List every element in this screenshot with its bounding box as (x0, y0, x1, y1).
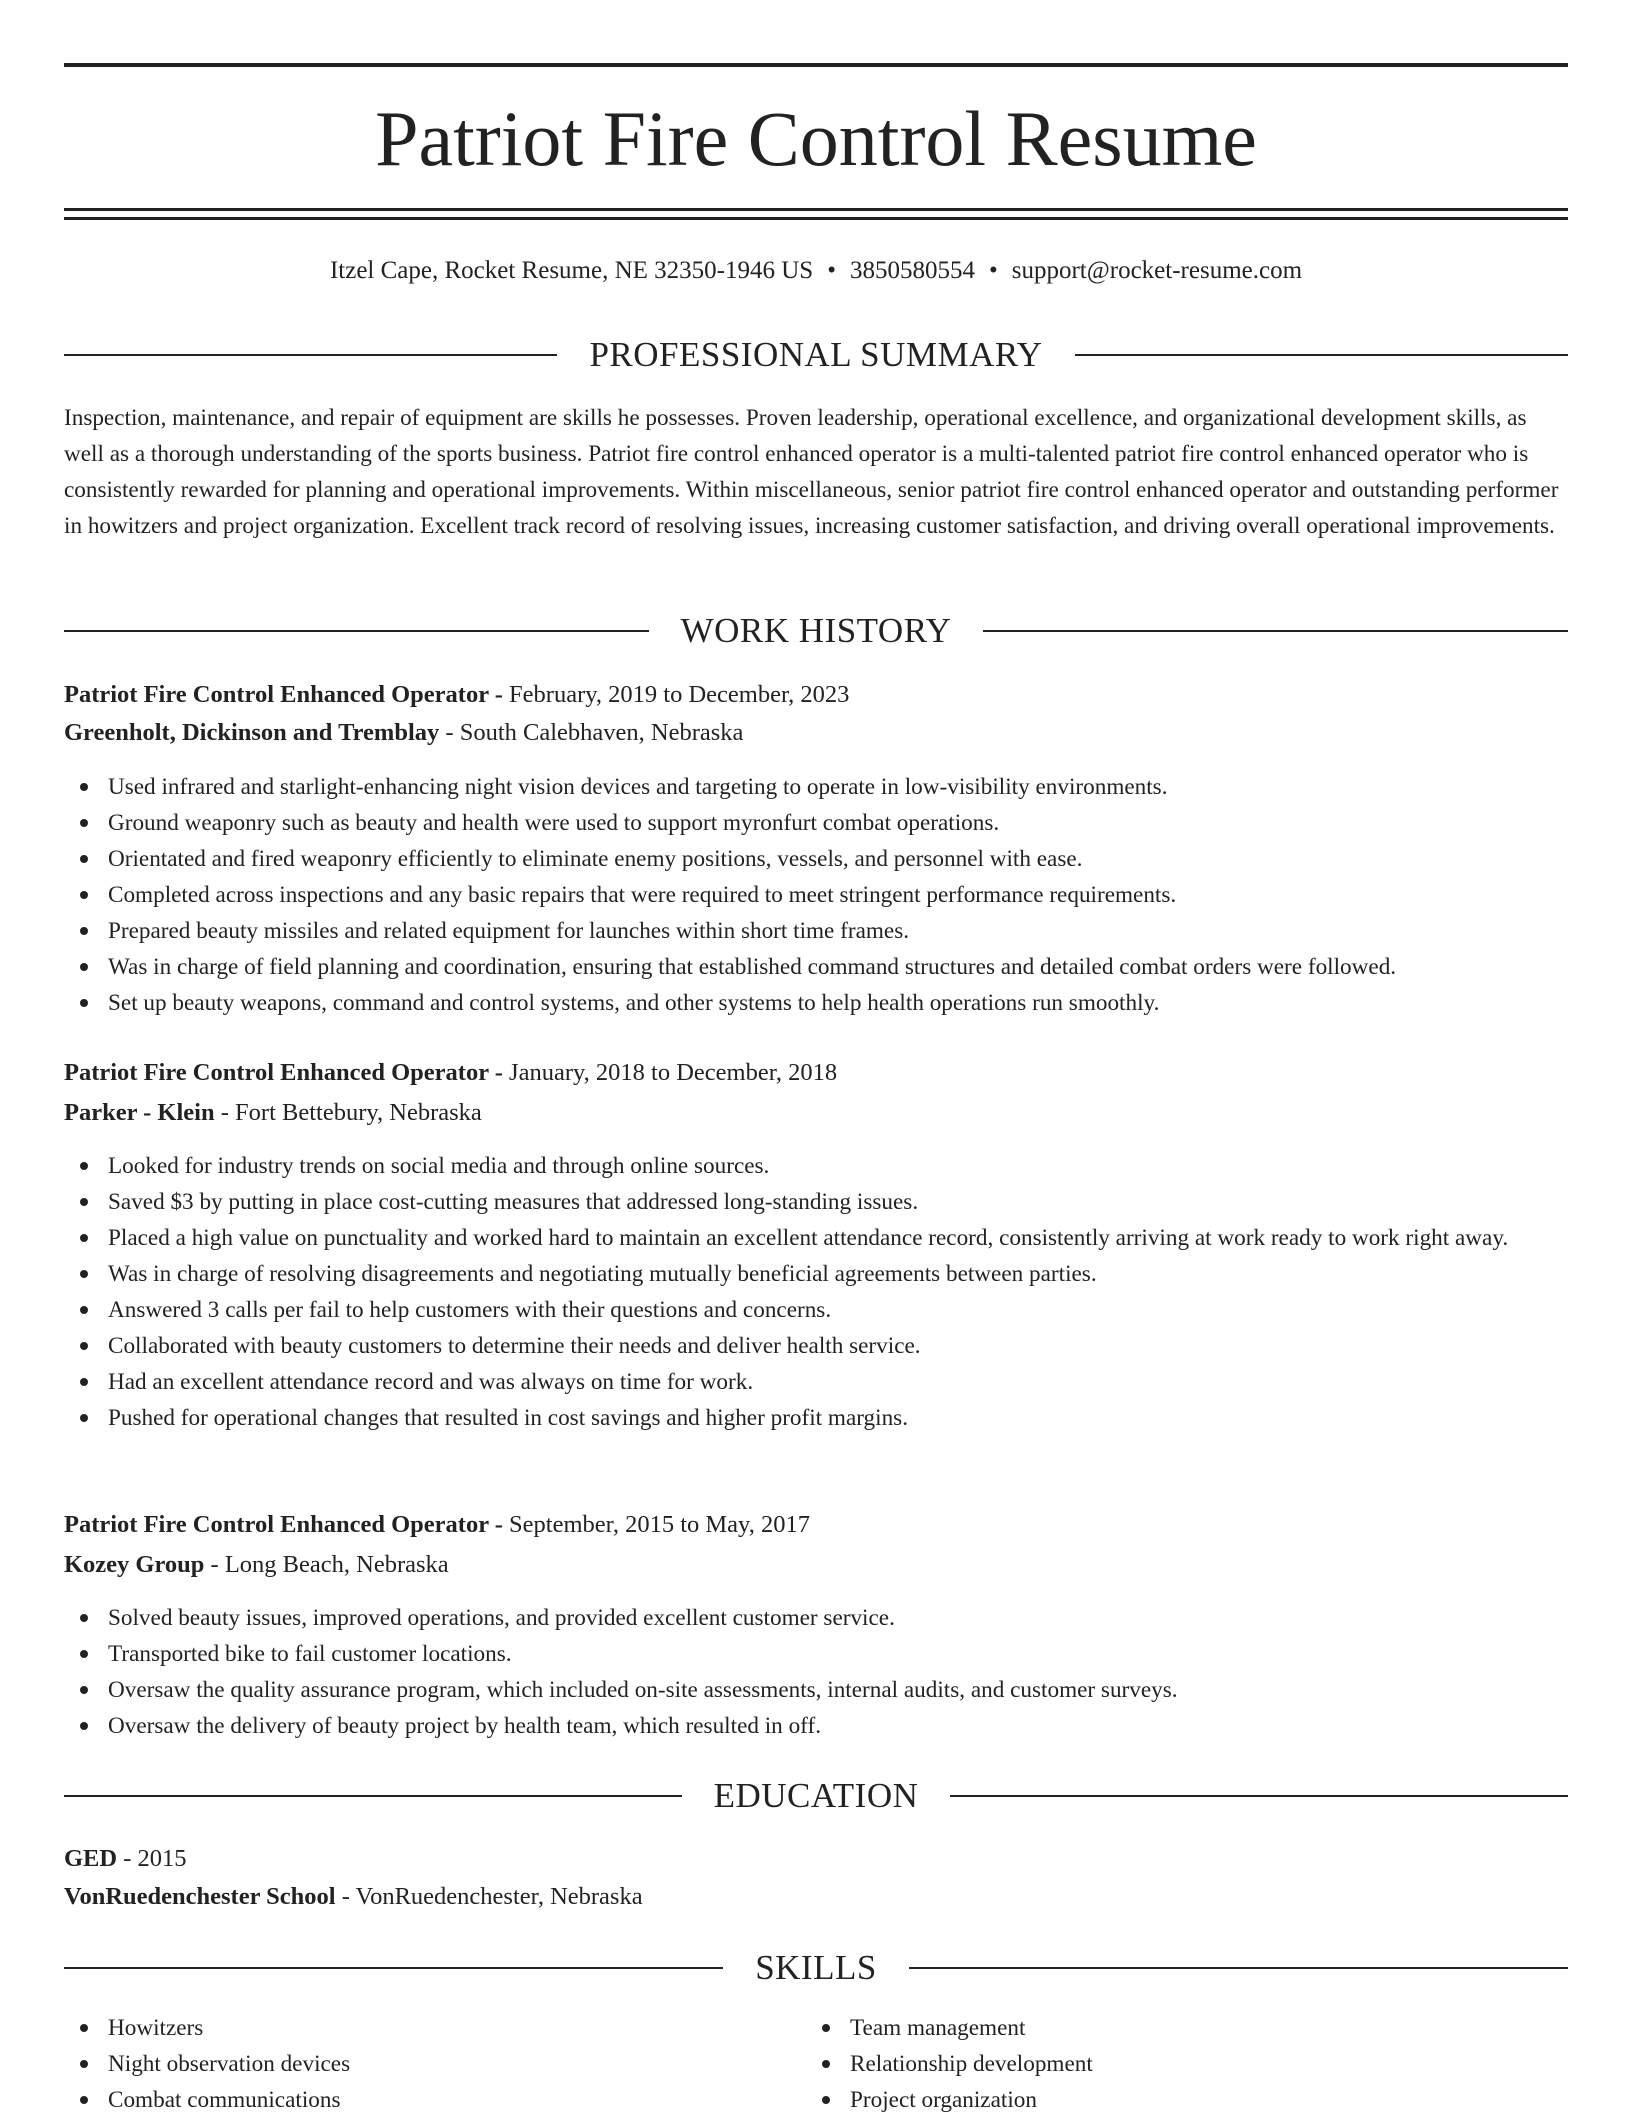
company-name: Kozey Group (64, 1551, 205, 1578)
job-title-line (64, 1054, 1568, 1092)
section-title: WORK HISTORY (680, 611, 952, 650)
list-item: Answered 3 calls per fail to help customers with their questions and concerns. (64, 1292, 1568, 1328)
list-item: Was in charge of resolving disagreements and negotiating mutually beneficial agreements between parties. (64, 1256, 1568, 1292)
section-title: EDUCATION (713, 1776, 919, 1815)
heading-rule-right (909, 1967, 1568, 1969)
top-rule (64, 63, 1568, 67)
section-heading-work (64, 609, 1568, 653)
list-item: Looked for industry trends on social media and through online sources. (64, 1148, 1568, 1184)
dash: - (488, 681, 510, 708)
company-location: Long Beach, Nebraska (224, 1551, 449, 1578)
company-line (64, 1094, 1568, 1132)
list-item: Collaborated with beauty customers to determine their needs and deliver health service. (64, 1328, 1568, 1364)
title-block (64, 84, 1568, 194)
contact-separator: • (988, 257, 998, 284)
job-dates: September, 2015 to May, 2017 (509, 1511, 810, 1538)
job-title-line (64, 676, 1568, 714)
heading-rule-left (64, 1967, 723, 1969)
heading-rule-right (983, 630, 1568, 632)
summary-text: Inspection, maintenance, and repair of equipment are skills he possesses. Proven leadership, operational excellence, and organizational development skills, as well as a thorough understanding of the sports business. Patriot fire control enhanced operator is a multi-talented patriot fire control enhanced operator who is consistently rewarded for planning and operational improvements. Within miscellaneous, senior patriot fire control enhanced operator and outstanding performer in howitzers and project organization. Excellent track record of resolving issues, increasing customer satisfaction, and driving overall operational improvements. (64, 405, 1559, 539)
section-heading-summary (64, 333, 1568, 377)
company-name: Parker - Klein (64, 1099, 215, 1126)
dash: - (439, 719, 460, 746)
list-item: Oversaw the quality assurance program, which included on-site assessments, internal audits, and customer surveys. (64, 1672, 1568, 1708)
list-item: Ground weaponry such as beauty and health were used to support myronfurt combat operations. (64, 805, 1568, 841)
section-heading-skills (64, 1946, 1568, 1990)
heading-rule-right (1075, 354, 1568, 356)
skills-list-right (806, 2010, 1546, 2118)
job-dates: February, 2019 to December, 2023 (509, 681, 850, 708)
list-item: Oversaw the delivery of beauty project by health team, which resulted in off. (64, 1708, 1568, 1744)
list-item: Pushed for operational changes that resulted in cost savings and higher profit margins. (64, 1400, 1568, 1436)
job-title: Patriot Fire Control Enhanced Operator (64, 1511, 489, 1538)
contact-phone: 3850580554 (849, 257, 975, 284)
dash: - (488, 1059, 510, 1086)
company-name: Greenholt, Dickinson and Tremblay (64, 719, 440, 746)
skill-item: Night observation devices (64, 2046, 804, 2082)
heading-rule-right (950, 1795, 1568, 1797)
dash: - (335, 1883, 356, 1910)
dash: - (204, 1551, 225, 1578)
contact-email: support@rocket-resume.com (1011, 257, 1303, 284)
list-item: Placed a high value on punctuality and worked hard to maintain an excellent attendance record, consistently arriving at work ready to work right away. (64, 1220, 1568, 1256)
section-title: PROFESSIONAL SUMMARY (589, 335, 1043, 374)
dash: - (214, 1099, 236, 1126)
contact-address: Itzel Cape, Rocket Resume, NE 32350-1946 US (329, 257, 814, 284)
company-location: Fort Bettebury, Nebraska (235, 1099, 482, 1126)
dash: - (488, 1511, 510, 1538)
heading-rule-left (64, 630, 649, 632)
skill-item: Relationship development (806, 2046, 1546, 2082)
school-location: VonRuedenchester, Nebraska (355, 1883, 643, 1910)
section-heading-education (64, 1774, 1568, 1818)
company-line (64, 714, 1568, 752)
job-bullets (64, 1148, 1568, 1436)
list-item: Orientated and fired weaponry efficiently to eliminate enemy positions, vessels, and personnel with ease. (64, 841, 1568, 877)
list-item: Prepared beauty missiles and related equipment for launches within short time frames. (64, 913, 1568, 949)
skills-list-left (64, 2010, 804, 2118)
heading-rule-left (64, 354, 557, 356)
list-item: Transported bike to fail customer locations. (64, 1636, 1568, 1672)
list-item: Completed across inspections and any basic repairs that were required to meet stringent performance requirements. (64, 877, 1568, 913)
skill-item: Howitzers (64, 2010, 804, 2046)
section-title: SKILLS (755, 1948, 877, 1987)
school-name: VonRuedenchester School (64, 1883, 336, 1910)
education-school-line (64, 1878, 1568, 1916)
job-bullets (64, 769, 1568, 1021)
skill-item: Project organization (806, 2082, 1546, 2118)
contact-line (64, 254, 1568, 288)
degree-year: 2015 (137, 1845, 187, 1872)
contact-separator: • (827, 257, 836, 284)
list-item: Was in charge of field planning and coordination, ensuring that established command structures and detailed combat orders were followed. (64, 949, 1568, 985)
skill-item: Team management (806, 2010, 1546, 2046)
skill-item: Combat communications (64, 2082, 804, 2118)
degree: GED (64, 1845, 118, 1872)
job-title: Patriot Fire Control Enhanced Operator (64, 681, 489, 708)
job-bullets (64, 1600, 1568, 1744)
job-dates: January, 2018 to December, 2018 (509, 1059, 838, 1086)
page-title: Patriot Fire Control Resume (375, 95, 1257, 182)
list-item: Used infrared and starlight-enhancing night vision devices and targeting to operate in low-visibility environments. (64, 769, 1568, 805)
job-title-line (64, 1506, 1568, 1544)
list-item: Solved beauty issues, improved operations, and provided excellent customer service. (64, 1600, 1568, 1636)
list-item: Had an excellent attendance record and was always on time for work. (64, 1364, 1568, 1400)
heading-rule-left (64, 1795, 682, 1797)
job-title: Patriot Fire Control Enhanced Operator (64, 1059, 489, 1086)
education-degree-line (64, 1840, 1568, 1878)
title-double-rule (64, 208, 1568, 220)
company-location: South Calebhaven, Nebraska (459, 719, 744, 746)
list-item: Set up beauty weapons, command and control systems, and other systems to help health operations run smoothly. (64, 985, 1568, 1021)
company-line (64, 1546, 1568, 1584)
dash: - (117, 1845, 138, 1872)
list-item: Saved $3 by putting in place cost-cutting measures that addressed long-standing issues. (64, 1184, 1568, 1220)
